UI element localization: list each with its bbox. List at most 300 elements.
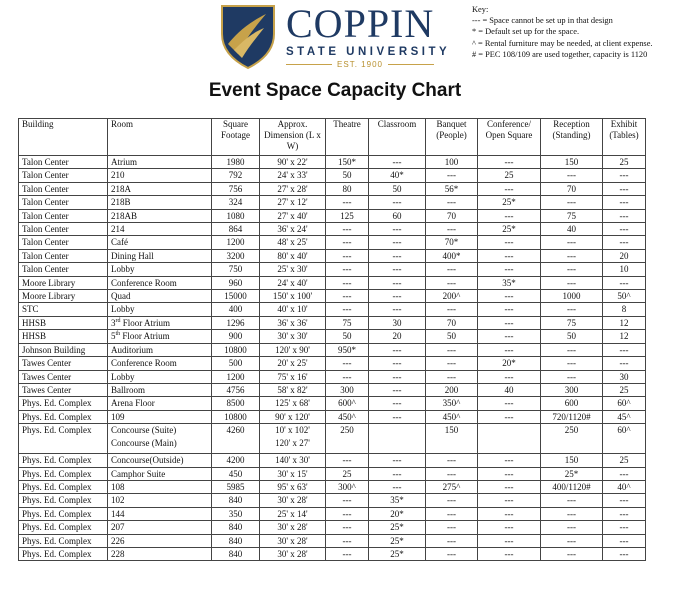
cell-building: Tawes Center (19, 370, 108, 383)
cell-theatre: 950* (326, 343, 369, 356)
cell-building: Phys. Ed. Complex (19, 534, 108, 547)
cell-theatre: 75 (326, 316, 369, 329)
cell-conference: 40 (478, 383, 541, 396)
cell-square-footage: 8500 (212, 397, 260, 410)
cell-building: Phys. Ed. Complex (19, 507, 108, 520)
cell-banquet: --- (426, 467, 478, 480)
cell-classroom: --- (369, 343, 426, 356)
cell-conference: 25* (478, 196, 541, 209)
table-row (19, 410, 646, 423)
cell-banquet: --- (426, 263, 478, 276)
cell-theatre: --- (326, 534, 369, 547)
cell-building: Phys. Ed. Complex (19, 467, 108, 480)
cell-reception: 720/1120# (541, 410, 603, 423)
cell-dimension: 48' x 25' (260, 236, 326, 249)
cell-conference: --- (478, 182, 541, 195)
cell-dimension: 40' x 10' (260, 303, 326, 316)
cell-banquet: 400* (426, 249, 478, 262)
cell-building: Talon Center (19, 249, 108, 262)
cell-banquet: --- (426, 521, 478, 534)
header-exhibit: Exhibit (Tables) (603, 119, 646, 156)
table-row (19, 276, 646, 289)
cell-exhibit: 25 (603, 383, 646, 396)
cell-exhibit: 12 (603, 316, 646, 329)
cell-exhibit: --- (603, 547, 646, 560)
cell-reception: --- (541, 521, 603, 534)
cell-room: Lobby (108, 263, 212, 276)
cell-dimension: 24' x 40' (260, 276, 326, 289)
cell-reception: 600 (541, 397, 603, 410)
cell-theatre: --- (326, 357, 369, 370)
cell-room: 207 (108, 521, 212, 534)
table-row (19, 169, 646, 182)
header-theatre: Theatre (326, 119, 369, 156)
cell-conference: --- (478, 209, 541, 222)
cell-room: 210 (108, 169, 212, 182)
cell-building: Tawes Center (19, 357, 108, 370)
cell-dimension: 95' x 63' (260, 480, 326, 493)
cell-classroom: 20* (369, 507, 426, 520)
cell-exhibit: 25 (603, 156, 646, 169)
cell-reception: 150 (541, 454, 603, 467)
key-line-unavailable: --- = Space cannot be set up in that design (472, 16, 613, 26)
table-header-row (19, 119, 646, 156)
cell-classroom: --- (369, 397, 426, 410)
cell-dimension: 90' x 120' (260, 410, 326, 423)
coppin-logo (220, 1, 451, 74)
cell-building: Talon Center (19, 236, 108, 249)
table-body (19, 156, 646, 561)
cell-room: 144 (108, 507, 212, 520)
cell-room: 218AB (108, 209, 212, 222)
cell-exhibit: --- (603, 196, 646, 209)
cell-theatre: --- (326, 494, 369, 507)
cell-theatre: 125 (326, 209, 369, 222)
cell-reception: --- (541, 249, 603, 262)
cell-square-footage: 4756 (212, 383, 260, 396)
cell-room: Concourse (Suite) Concourse (Main) (108, 424, 212, 454)
cell-classroom: --- (369, 480, 426, 493)
cell-classroom: --- (369, 263, 426, 276)
cell-conference: 35* (478, 276, 541, 289)
cell-square-footage: 10800 (212, 343, 260, 356)
cell-room: Lobby (108, 370, 212, 383)
cell-exhibit: 50^ (603, 290, 646, 303)
cell-theatre: --- (326, 223, 369, 236)
cell-reception: 150 (541, 156, 603, 169)
cell-banquet: 350^ (426, 397, 478, 410)
cell-classroom: --- (369, 223, 426, 236)
cell-theatre: 450^ (326, 410, 369, 423)
cell-square-footage: 4200 (212, 454, 260, 467)
table-row (19, 547, 646, 560)
cell-classroom: 30 (369, 316, 426, 329)
table-row (19, 249, 646, 262)
cell-classroom: 25* (369, 547, 426, 560)
cell-square-footage: 500 (212, 357, 260, 370)
cell-banquet: --- (426, 454, 478, 467)
table-row (19, 454, 646, 467)
cell-dimension: 36' x 24' (260, 223, 326, 236)
cell-banquet: 450^ (426, 410, 478, 423)
cell-dimension: 30' x 28' (260, 534, 326, 547)
table-row (19, 521, 646, 534)
table-row (19, 357, 646, 370)
shield-icon (220, 4, 276, 70)
cell-conference: --- (478, 370, 541, 383)
cell-square-footage: 756 (212, 182, 260, 195)
cell-dimension: 30' x 28' (260, 494, 326, 507)
cell-dimension: 25' x 14' (260, 507, 326, 520)
cell-conference: --- (478, 467, 541, 480)
cell-exhibit: 60^ (603, 397, 646, 410)
cell-dimension: 25' x 30' (260, 263, 326, 276)
cell-theatre: --- (326, 454, 369, 467)
cell-room: Auditorium (108, 343, 212, 356)
cell-banquet: 70 (426, 316, 478, 329)
cell-room: Quad (108, 290, 212, 303)
cell-room: Concourse(Outside) (108, 454, 212, 467)
cell-conference: --- (478, 343, 541, 356)
cell-room: 218B (108, 196, 212, 209)
cell-dimension: 27' x 12' (260, 196, 326, 209)
header-building: Building (19, 119, 108, 156)
cell-reception: 300 (541, 383, 603, 396)
cell-building: Tawes Center (19, 383, 108, 396)
cell-building: Phys. Ed. Complex (19, 397, 108, 410)
table-row (19, 182, 646, 195)
cell-conference: 25* (478, 223, 541, 236)
cell-classroom: --- (369, 357, 426, 370)
cell-conference: --- (478, 263, 541, 276)
cell-exhibit: 25 (603, 454, 646, 467)
table-row (19, 303, 646, 316)
cell-building: Phys. Ed. Complex (19, 480, 108, 493)
cell-reception: --- (541, 507, 603, 520)
cell-reception: 50 (541, 330, 603, 343)
cell-building: Phys. Ed. Complex (19, 521, 108, 534)
cell-room: 226 (108, 534, 212, 547)
cell-exhibit: 40^ (603, 480, 646, 493)
brand-established (286, 60, 434, 69)
cell-dimension: 75' x 16' (260, 370, 326, 383)
capacity-table (18, 118, 646, 561)
cell-dimension: 140' x 30' (260, 454, 326, 467)
cell-square-footage: 324 (212, 196, 260, 209)
cell-square-footage: 1980 (212, 156, 260, 169)
table-row (19, 196, 646, 209)
cell-building: Phys. Ed. Complex (19, 547, 108, 560)
cell-theatre: --- (326, 507, 369, 520)
cell-banquet: --- (426, 276, 478, 289)
cell-building: Talon Center (19, 196, 108, 209)
cell-square-footage: 15000 (212, 290, 260, 303)
cell-conference: --- (478, 454, 541, 467)
cell-exhibit: 12 (603, 330, 646, 343)
cell-reception: --- (541, 494, 603, 507)
cell-exhibit: --- (603, 357, 646, 370)
cell-room: Atrium (108, 156, 212, 169)
cell-reception: 75 (541, 209, 603, 222)
cell-building: Talon Center (19, 209, 108, 222)
cell-dimension: 27' x 40' (260, 209, 326, 222)
cell-square-footage: 3200 (212, 249, 260, 262)
cell-dimension: 36' x 36' (260, 316, 326, 329)
cell-banquet: --- (426, 534, 478, 547)
cell-room: 3rd Floor Atrium (108, 316, 212, 329)
cell-building: HHSB (19, 330, 108, 343)
cell-building: Moore Library (19, 276, 108, 289)
header-dimension: Approx. Dimension (L x W) (260, 119, 326, 156)
cell-classroom: 25* (369, 521, 426, 534)
cell-exhibit: --- (603, 169, 646, 182)
cell-theatre: --- (326, 370, 369, 383)
cell-exhibit: 8 (603, 303, 646, 316)
cell-theatre: --- (326, 290, 369, 303)
cell-classroom: 40* (369, 169, 426, 182)
cell-classroom: --- (369, 290, 426, 303)
cell-building: Talon Center (19, 169, 108, 182)
cell-reception: 25* (541, 467, 603, 480)
cell-exhibit: --- (603, 467, 646, 480)
brand-subtitle: STATE UNIVERSITY (286, 46, 451, 58)
cell-banquet: 100 (426, 156, 478, 169)
cell-conference: --- (478, 410, 541, 423)
table-row (19, 343, 646, 356)
cell-square-footage: 350 (212, 507, 260, 520)
cell-conference: --- (478, 507, 541, 520)
cell-exhibit: --- (603, 182, 646, 195)
cell-reception: --- (541, 534, 603, 547)
cell-theatre: --- (326, 303, 369, 316)
cell-dimension: 120' x 90' (260, 343, 326, 356)
table-row (19, 507, 646, 520)
cell-banquet: 200^ (426, 290, 478, 303)
cell-exhibit: --- (603, 236, 646, 249)
cell-exhibit: --- (603, 223, 646, 236)
cell-theatre: 300 (326, 383, 369, 396)
cell-reception: 250 (541, 424, 603, 454)
cell-theatre: --- (326, 236, 369, 249)
cell-theatre: 50 (326, 169, 369, 182)
cell-reception: 400/1120# (541, 480, 603, 493)
cell-classroom: 60 (369, 209, 426, 222)
cell-classroom: --- (369, 196, 426, 209)
cell-theatre: --- (326, 521, 369, 534)
cell-square-footage: 750 (212, 263, 260, 276)
key-line-pec: # = PEC 108/109 are used together, capacity is 1120 (472, 49, 648, 59)
cell-banquet: --- (426, 169, 478, 182)
cell-dimension: 20' x 25' (260, 357, 326, 370)
cell-conference: --- (478, 290, 541, 303)
cell-square-footage: 1296 (212, 316, 260, 329)
cell-dimension: 24' x 33' (260, 169, 326, 182)
cell-banquet: 70 (426, 209, 478, 222)
cell-square-footage: 10800 (212, 410, 260, 423)
cell-square-footage: 1200 (212, 236, 260, 249)
cell-exhibit: --- (603, 276, 646, 289)
cell-square-footage: 840 (212, 494, 260, 507)
cell-conference: --- (478, 397, 541, 410)
cell-conference: 20* (478, 357, 541, 370)
cell-theatre: --- (326, 276, 369, 289)
cell-theatre: --- (326, 196, 369, 209)
cell-conference: --- (478, 316, 541, 329)
cell-conference: --- (478, 303, 541, 316)
cell-exhibit: --- (603, 343, 646, 356)
cell-reception: 70 (541, 182, 603, 195)
brand-name: COPPIN (286, 1, 435, 46)
cell-square-footage: 1080 (212, 209, 260, 222)
cell-exhibit: 20 (603, 249, 646, 262)
cell-room: 102 (108, 494, 212, 507)
cell-exhibit: 60^ (603, 424, 646, 454)
cell-theatre: 80 (326, 182, 369, 195)
cell-room: Arena Floor (108, 397, 212, 410)
cell-room: Lobby (108, 303, 212, 316)
cell-building: Phys. Ed. Complex (19, 454, 108, 467)
table-row (19, 383, 646, 396)
cell-square-footage: 840 (212, 547, 260, 560)
cell-exhibit: 30 (603, 370, 646, 383)
table-row (19, 316, 646, 329)
page-title: Event Space Capacity Chart (208, 80, 462, 101)
cell-classroom: 35* (369, 494, 426, 507)
key-line-rental: ^ = Rental furniture may be needed, at client expense. (472, 38, 653, 48)
cell-conference: --- (478, 330, 541, 343)
cell-theatre: --- (326, 249, 369, 262)
cell-building: Talon Center (19, 156, 108, 169)
table-row (19, 480, 646, 493)
cell-room: Café (108, 236, 212, 249)
cell-conference: 25 (478, 169, 541, 182)
cell-reception: --- (541, 343, 603, 356)
cell-classroom: --- (369, 467, 426, 480)
cell-theatre: --- (326, 263, 369, 276)
cell-conference (478, 424, 541, 454)
cell-reception: --- (541, 169, 603, 182)
cell-conference: --- (478, 494, 541, 507)
cell-dimension: 125' x 68' (260, 397, 326, 410)
cell-conference: --- (478, 547, 541, 560)
cell-dimension: 10' x 102' 120' x 27' (260, 424, 326, 454)
cell-banquet: --- (426, 370, 478, 383)
cell-square-footage: 5985 (212, 480, 260, 493)
cell-theatre: 50 (326, 330, 369, 343)
table-row (19, 370, 646, 383)
cell-classroom: --- (369, 303, 426, 316)
cell-banquet: 70* (426, 236, 478, 249)
cell-reception: 75 (541, 316, 603, 329)
cell-dimension: 58' x 82' (260, 383, 326, 396)
cell-theatre: 300^ (326, 480, 369, 493)
cell-classroom: --- (369, 383, 426, 396)
cell-classroom (369, 424, 426, 454)
cell-room: 109 (108, 410, 212, 423)
cell-theatre: --- (326, 547, 369, 560)
brand-est-text: EST. 1900 (337, 60, 383, 69)
cell-square-footage: 840 (212, 521, 260, 534)
cell-reception: --- (541, 370, 603, 383)
cell-room: 228 (108, 547, 212, 560)
cell-banquet: --- (426, 507, 478, 520)
cell-banquet: --- (426, 547, 478, 560)
cell-reception: --- (541, 303, 603, 316)
cell-room: Conference Room (108, 276, 212, 289)
cell-dimension: 30' x 15' (260, 467, 326, 480)
cell-classroom: --- (369, 370, 426, 383)
cell-building: Talon Center (19, 263, 108, 276)
cell-banquet: --- (426, 223, 478, 236)
cell-dimension: 30' x 28' (260, 547, 326, 560)
cell-conference: --- (478, 521, 541, 534)
cell-room: Ballroom (108, 383, 212, 396)
table-row (19, 263, 646, 276)
cell-classroom: --- (369, 156, 426, 169)
cell-reception: 40 (541, 223, 603, 236)
table-row (19, 236, 646, 249)
cell-theatre: 150* (326, 156, 369, 169)
cell-exhibit: --- (603, 521, 646, 534)
key-legend (472, 4, 653, 60)
cell-room: 218A (108, 182, 212, 195)
cell-classroom: 20 (369, 330, 426, 343)
cell-dimension: 30' x 28' (260, 521, 326, 534)
cell-building: Phys. Ed. Complex (19, 424, 108, 454)
table-row (19, 467, 646, 480)
cell-dimension: 27' x 28' (260, 182, 326, 195)
cell-reception: --- (541, 276, 603, 289)
cell-banquet: 275^ (426, 480, 478, 493)
cell-room: Conference Room (108, 357, 212, 370)
cell-exhibit: --- (603, 209, 646, 222)
cell-square-footage: 1200 (212, 370, 260, 383)
cell-conference: --- (478, 534, 541, 547)
cell-building: Talon Center (19, 182, 108, 195)
cell-classroom: --- (369, 454, 426, 467)
cell-banquet: 56* (426, 182, 478, 195)
cell-square-footage: 864 (212, 223, 260, 236)
header-reception: Reception (Standing) (541, 119, 603, 156)
header-room: Room (108, 119, 212, 156)
table-row (19, 424, 646, 454)
cell-classroom: 25* (369, 534, 426, 547)
key-heading: Key: (472, 5, 489, 14)
cell-reception: --- (541, 357, 603, 370)
cell-classroom: --- (369, 249, 426, 262)
key-line-default: * = Default set up for the space. (472, 27, 580, 37)
cell-square-footage: 960 (212, 276, 260, 289)
cell-exhibit: --- (603, 534, 646, 547)
cell-conference: --- (478, 249, 541, 262)
table-row (19, 397, 646, 410)
table-row (19, 494, 646, 507)
table-row (19, 156, 646, 169)
cell-building: HHSB (19, 316, 108, 329)
cell-banquet: --- (426, 494, 478, 507)
cell-room: 108 (108, 480, 212, 493)
cell-exhibit: --- (603, 507, 646, 520)
cell-reception: --- (541, 196, 603, 209)
cell-dimension: 90' x 22' (260, 156, 326, 169)
cell-exhibit: 10 (603, 263, 646, 276)
cell-theatre: 600^ (326, 397, 369, 410)
cell-building: STC (19, 303, 108, 316)
cell-building: Talon Center (19, 223, 108, 236)
table-row (19, 534, 646, 547)
cell-building: Moore Library (19, 290, 108, 303)
cell-conference: --- (478, 156, 541, 169)
